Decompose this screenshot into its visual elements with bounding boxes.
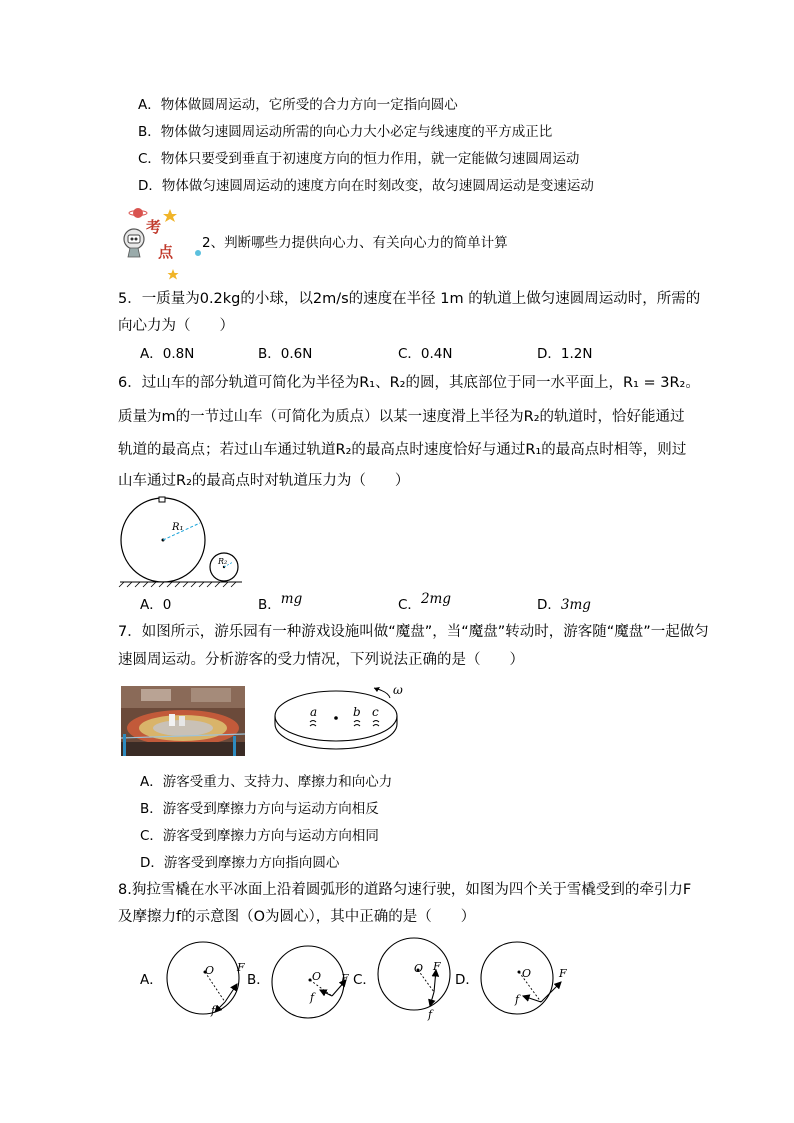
q7-option-b: B．游客受到摩擦力方向与运动方向相反 — [140, 801, 379, 817]
q4-option-d: D．物体做匀速圆周运动的速度方向在时刻改变，故匀速圆周运动是变速运动 — [138, 178, 594, 194]
q8-a-label-f: f — [211, 1004, 216, 1017]
q7-label-c: c — [372, 705, 379, 719]
q8-d-label-f: f — [515, 993, 520, 1006]
q8-d-label-F: F — [559, 967, 567, 980]
q6-option-a — [140, 596, 171, 614]
q5-option-d: D．1.2N — [537, 346, 593, 362]
q8-a-label-F: F — [237, 961, 245, 974]
q8-option-d-letter: D． — [455, 972, 479, 988]
q7-disk-figure — [272, 678, 407, 760]
q6-stem-line1: 6．过山车的部分轨道可简化为半径为R₁、R₂的圆，其底部位于同一水平面上，R₁ = 3R₂。 — [118, 375, 700, 391]
q4-option-c: C．物体只要受到垂直于初速度方向的恒力作用，就一定能做匀速圆周运动 — [138, 151, 580, 167]
q7-option-d: D．游客受到摩擦力方向指向圆心 — [140, 855, 340, 871]
q7-stem-line2: 速圆周运动。分析游客的受力情况，下列说法正确的是（ ） — [118, 652, 524, 668]
q7-option-c: C．游客受到摩擦力方向与运动方向相同 — [140, 828, 379, 844]
q4-option-a: A．物体做圆周运动，它所受的合力方向一定指向圆心 — [138, 97, 458, 113]
q6-option-d-value: 3mg — [560, 597, 591, 613]
q6-option-a-value: 0 — [162, 597, 172, 613]
q8-option-b-letter: B． — [247, 972, 270, 988]
q7-option-a: A．游客受重力、支持力、摩擦力和向心力 — [140, 774, 393, 790]
q6-option-b-value: mg — [280, 591, 303, 607]
q4-option-b: B．物体做匀速圆周运动所需的向心力大小必定与线速度的平方成正比 — [138, 124, 553, 140]
q6-option-c-value: 2mg — [420, 591, 451, 607]
kaodian-badge-top: 考 — [146, 218, 162, 236]
q6-stem-line3: 轨道的最高点；若过山车通过轨道R₂的最高点时速度恰好与通过R₁的最高点时相等，则过 — [118, 442, 687, 458]
q6-label-r1: R₁ — [172, 522, 184, 533]
q8-d-label-o: O — [522, 967, 532, 980]
kaodian-title: 2、判断哪些力提供向心力、有关向心力的简单计算 — [202, 235, 508, 251]
q8-c-label-f: f — [428, 1008, 433, 1021]
q5-stem-line2: 向心力为（ ） — [118, 318, 234, 334]
q7-label-omega: ω — [393, 683, 403, 697]
q6-option-d — [537, 596, 591, 614]
q5-stem-line1: 5．一质量为0.2kg的小球，以2m/s的速度在半径 1m 的轨道上做匀速圆周运动时，所需的 — [118, 291, 701, 307]
q8-b-label-f: f — [310, 991, 315, 1004]
q7-label-a: a — [310, 705, 318, 719]
q8-c-label-o: O — [414, 962, 424, 975]
q8-b-label-o: O — [312, 970, 322, 983]
q6-option-b — [258, 591, 303, 614]
q6-option-c-letter: C． — [398, 597, 421, 613]
q8-stem-line1: 8.狗拉雪橇在水平冰面上沿着圆弧形的道路匀速行驶，如图为四个关于雪橇受到的牵引力F — [118, 882, 692, 898]
q8-option-a-letter: A． — [140, 972, 163, 988]
q8-a-label-o: O — [205, 964, 215, 977]
q6-option-b-letter: B． — [258, 597, 281, 613]
q5-option-b: B．0.6N — [258, 346, 313, 362]
q6-stem-line2: 质量为m的一节过山车（可简化为质点）以某一速度滑上半径为R₂的轨道时，恰好能通过 — [118, 409, 685, 425]
q6-option-d-letter: D． — [537, 597, 561, 613]
q6-label-r2: R₂ — [218, 557, 228, 566]
kaodian-badge-icon — [118, 203, 182, 281]
q8-b-label-F: F — [341, 972, 349, 985]
q6-option-a-letter: A． — [140, 597, 163, 613]
q6-option-c — [398, 591, 451, 614]
q8-figure-a — [165, 940, 255, 1020]
q8-c-label-F: F — [433, 960, 441, 973]
q7-stem-line1: 7．如图所示，游乐园有一种游戏设施叫做“魔盘”，当“魔盘”转动时，游客随“魔盘”一起做匀 — [118, 624, 709, 640]
q8-stem-line2: 及摩擦力f的示意图（O为圆心），其中正确的是（ ） — [118, 909, 476, 925]
q8-option-c-letter: C． — [353, 972, 376, 988]
q7-label-b: b — [353, 705, 361, 719]
q5-option-a: A．0.8N — [140, 346, 195, 362]
q5-option-c: C．0.4N — [398, 346, 453, 362]
kaodian-badge-bottom: 点 — [158, 243, 174, 261]
q6-stem-line4: 山车通过R₂的最高点时对轨道压力为（ ） — [118, 473, 410, 489]
q7-amusement-photo — [121, 686, 245, 756]
q6-rollercoaster-figure — [118, 497, 243, 589]
cart-marker — [159, 497, 165, 502]
